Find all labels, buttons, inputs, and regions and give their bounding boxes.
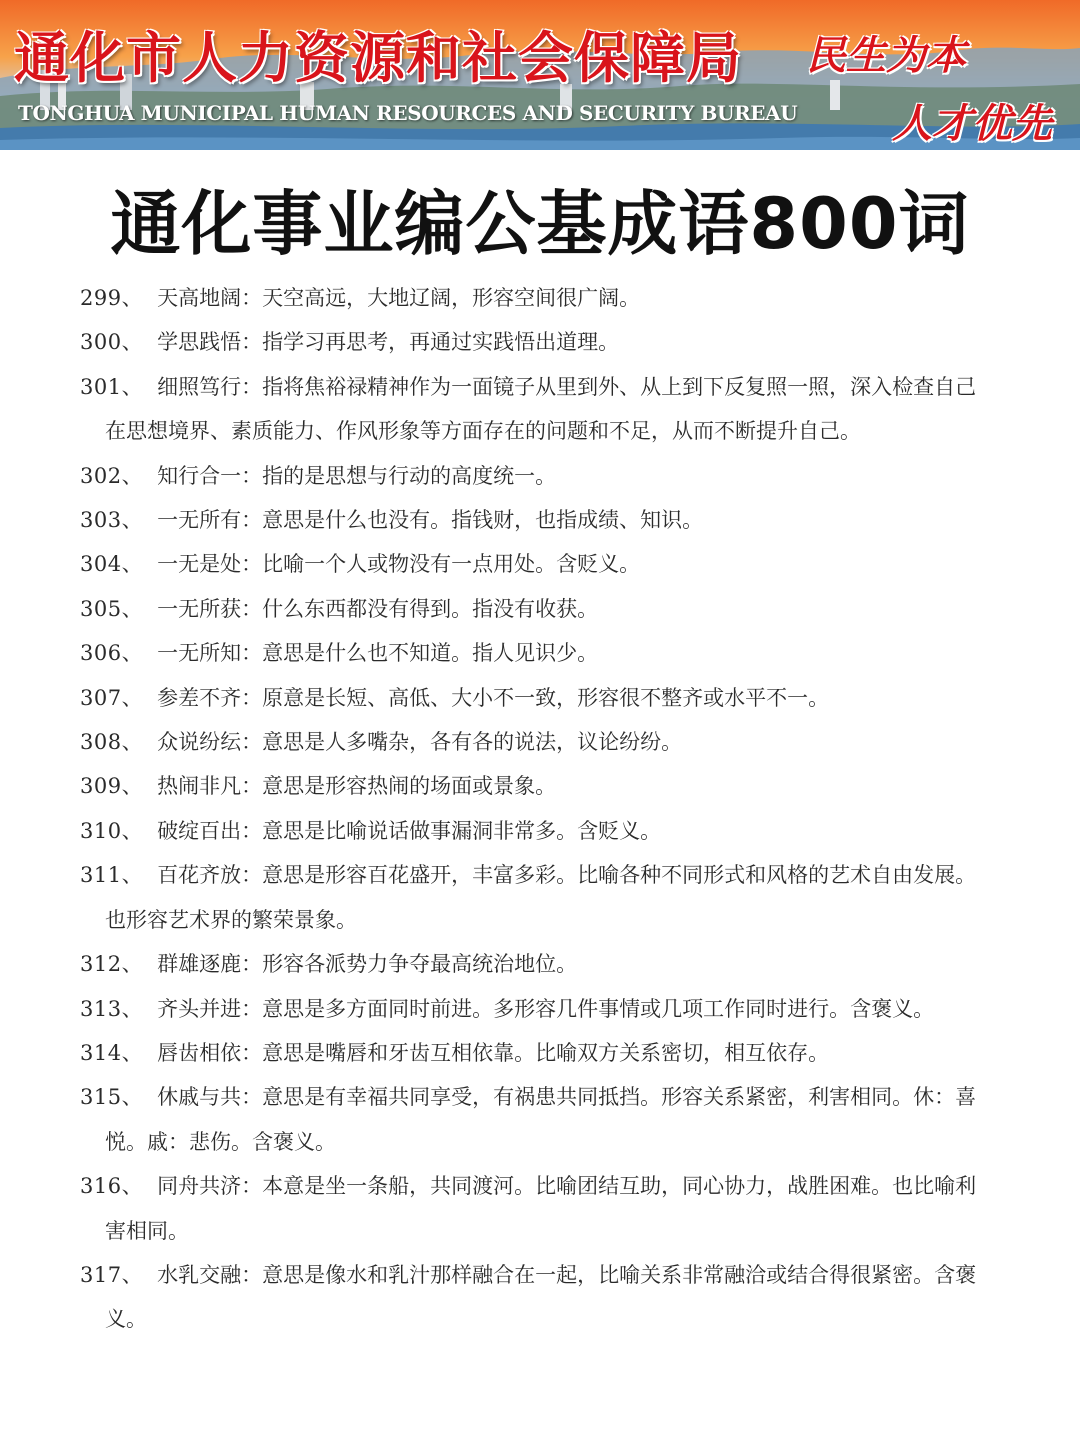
idiom-entry (80, 320, 985, 364)
idiom-term: 齐头并进 (157, 996, 242, 1021)
idiom-entry (80, 454, 985, 498)
idiom-number: 313、 (80, 996, 144, 1021)
idiom-term: 百花齐放 (157, 863, 242, 888)
idiom-term: 同舟共济 (157, 1174, 242, 1199)
idiom-separator: ： (241, 685, 263, 710)
idiom-entry (80, 809, 985, 853)
idiom-entry (80, 676, 985, 720)
idiom-entry (80, 587, 985, 631)
idiom-definition: 意思是形容百花盛开，丰富多彩。比喻各种不同形式和风格的艺术自由发展。也形容艺术界的繁荣景象。 (105, 863, 977, 932)
idiom-term: 热闹非凡 (157, 774, 242, 799)
idiom-separator: ： (241, 1262, 263, 1287)
idiom-term: 群雄逐鹿 (157, 952, 242, 977)
idiom-number: 300、 (80, 330, 144, 355)
idiom-number: 316、 (80, 1174, 144, 1199)
slogan-line-1: 民生为本 (806, 33, 966, 79)
idiom-entry (80, 276, 985, 320)
idiom-definition: 本意是坐一条船，共同渡河。比喻团结互助，同心协力，战胜困难。也比喻利害相同。 (105, 1174, 977, 1243)
idiom-definition: 指的是思想与行动的高度统一。 (262, 463, 557, 488)
idiom-definition: 指学习再思考，再通过实践悟出道理。 (262, 330, 620, 355)
idiom-entry (80, 942, 985, 986)
idiom-term: 天高地阔 (157, 286, 242, 310)
idiom-separator: ： (241, 641, 263, 666)
idiom-separator: ： (241, 774, 263, 799)
idiom-list (80, 276, 985, 1342)
idiom-definition: 意思是形容热闹的场面或景象。 (262, 774, 557, 799)
idiom-separator: ： (241, 286, 263, 310)
idiom-entry (80, 764, 985, 808)
idiom-separator: ： (241, 508, 263, 533)
idiom-entry (80, 1164, 985, 1253)
idiom-definition: 意思是什么也不知道。指人见识少。 (262, 641, 599, 666)
bureau-name: 通化市人力资源和社会保障局 (14, 26, 743, 90)
idiom-entry (80, 720, 985, 764)
idiom-definition: 意思是多方面同时前进。多形容几件事情或几项工作同时进行。含褒义。 (262, 996, 935, 1021)
idiom-number: 315、 (80, 1085, 144, 1110)
header-banner (0, 0, 1080, 150)
idiom-separator: ： (241, 596, 263, 621)
idiom-definition: 意思是有幸福共同享受，有祸患共同抵挡。形容关系紧密，利害相同。休：喜悦。戚：悲伤。含褒义。 (105, 1085, 977, 1154)
idiom-entry (80, 365, 985, 454)
idiom-term: 细照笃行 (157, 374, 242, 399)
idiom-definition: 意思是像水和乳汁那样融合在一起，比喻关系非常融洽或结合得很紧密。含褒义。 (105, 1262, 977, 1332)
idiom-term: 水乳交融 (157, 1262, 242, 1287)
idiom-term: 休戚与共 (157, 1085, 242, 1110)
slogan-line-2: 人才优先 (892, 101, 1052, 147)
idiom-number: 308、 (80, 730, 144, 755)
idiom-definition: 意思是嘴唇和牙齿互相依靠。比喻双方关系密切，相互依存。 (262, 1040, 830, 1065)
idiom-number: 305、 (80, 596, 144, 621)
idiom-separator: ： (241, 863, 263, 888)
idiom-definition: 意思是什么也没有。指钱财，也指成绩、知识。 (262, 508, 704, 533)
idiom-number: 312、 (80, 952, 144, 977)
idiom-term: 一无是处 (157, 552, 242, 577)
idiom-separator: ： (241, 330, 263, 355)
idiom-entry (80, 631, 985, 675)
idiom-number: 304、 (80, 552, 144, 577)
idiom-number: 299、 (80, 286, 144, 310)
idiom-entry (80, 542, 985, 586)
idiom-entry (80, 987, 985, 1031)
idiom-number: 306、 (80, 641, 144, 666)
idiom-definition: 意思是人多嘴杂，各有各的说法，议论纷纷。 (262, 730, 683, 755)
idiom-term: 参差不齐 (157, 685, 242, 710)
idiom-entry (80, 1253, 985, 1342)
idiom-number: 310、 (80, 818, 144, 843)
idiom-entry (80, 498, 985, 542)
idiom-term: 知行合一 (157, 463, 242, 488)
idiom-number: 311、 (80, 863, 144, 888)
idiom-entry (80, 1031, 985, 1075)
idiom-definition: 比喻一个人或物没有一点用处。含贬义。 (262, 552, 641, 577)
idiom-number: 314、 (80, 1040, 144, 1065)
idiom-number: 303、 (80, 508, 144, 533)
idiom-separator: ： (241, 374, 263, 399)
idiom-term: 唇齿相依 (157, 1040, 242, 1065)
idiom-separator: ： (241, 552, 263, 577)
idiom-number: 307、 (80, 685, 144, 710)
idiom-number: 301、 (80, 374, 144, 399)
idiom-term: 学思践悟 (157, 330, 242, 355)
idiom-separator: ： (241, 730, 263, 755)
idiom-term: 众说纷纭 (157, 730, 242, 755)
idiom-definition: 什么东西都没有得到。指没有收获。 (262, 596, 599, 621)
page-title: 通化事业编公基成语800词 (110, 183, 970, 265)
bureau-name-english: TONGHUA MUNICIPAL HUMAN RESOURCES AND SECURITY BUREAU (18, 101, 798, 125)
idiom-definition: 原意是长短、高低、大小不一致，形容很不整齐或水平不一。 (262, 685, 830, 710)
idiom-separator: ： (241, 1040, 263, 1065)
idiom-entry (80, 1075, 985, 1164)
idiom-number: 302、 (80, 463, 144, 488)
idiom-definition: 天空高远，大地辽阔，形容空间很广阔。 (262, 286, 641, 310)
idiom-separator: ： (241, 952, 263, 977)
idiom-term: 破绽百出 (157, 818, 242, 843)
idiom-entry (80, 853, 985, 942)
idiom-term: 一无所获 (157, 596, 242, 621)
idiom-separator: ： (241, 1085, 263, 1110)
idiom-separator: ： (241, 996, 263, 1021)
idiom-term: 一无所知 (157, 641, 242, 666)
idiom-separator: ： (241, 463, 263, 488)
idiom-separator: ： (241, 818, 263, 843)
idiom-separator: ： (241, 1174, 263, 1199)
idiom-number: 317、 (80, 1262, 144, 1287)
idiom-term: 一无所有 (157, 508, 242, 533)
idiom-definition: 形容各派势力争夺最高统治地位。 (262, 952, 578, 977)
idiom-definition: 意思是比喻说话做事漏洞非常多。含贬义。 (262, 818, 662, 843)
idiom-definition: 指将焦裕禄精神作为一面镜子从里到外、从上到下反复照一照，深入检查自己在思想境界、素质能力、作风形象等方面存在的问题和不足，从而不断提升自己。 (105, 374, 977, 444)
idiom-number: 309、 (80, 774, 144, 799)
